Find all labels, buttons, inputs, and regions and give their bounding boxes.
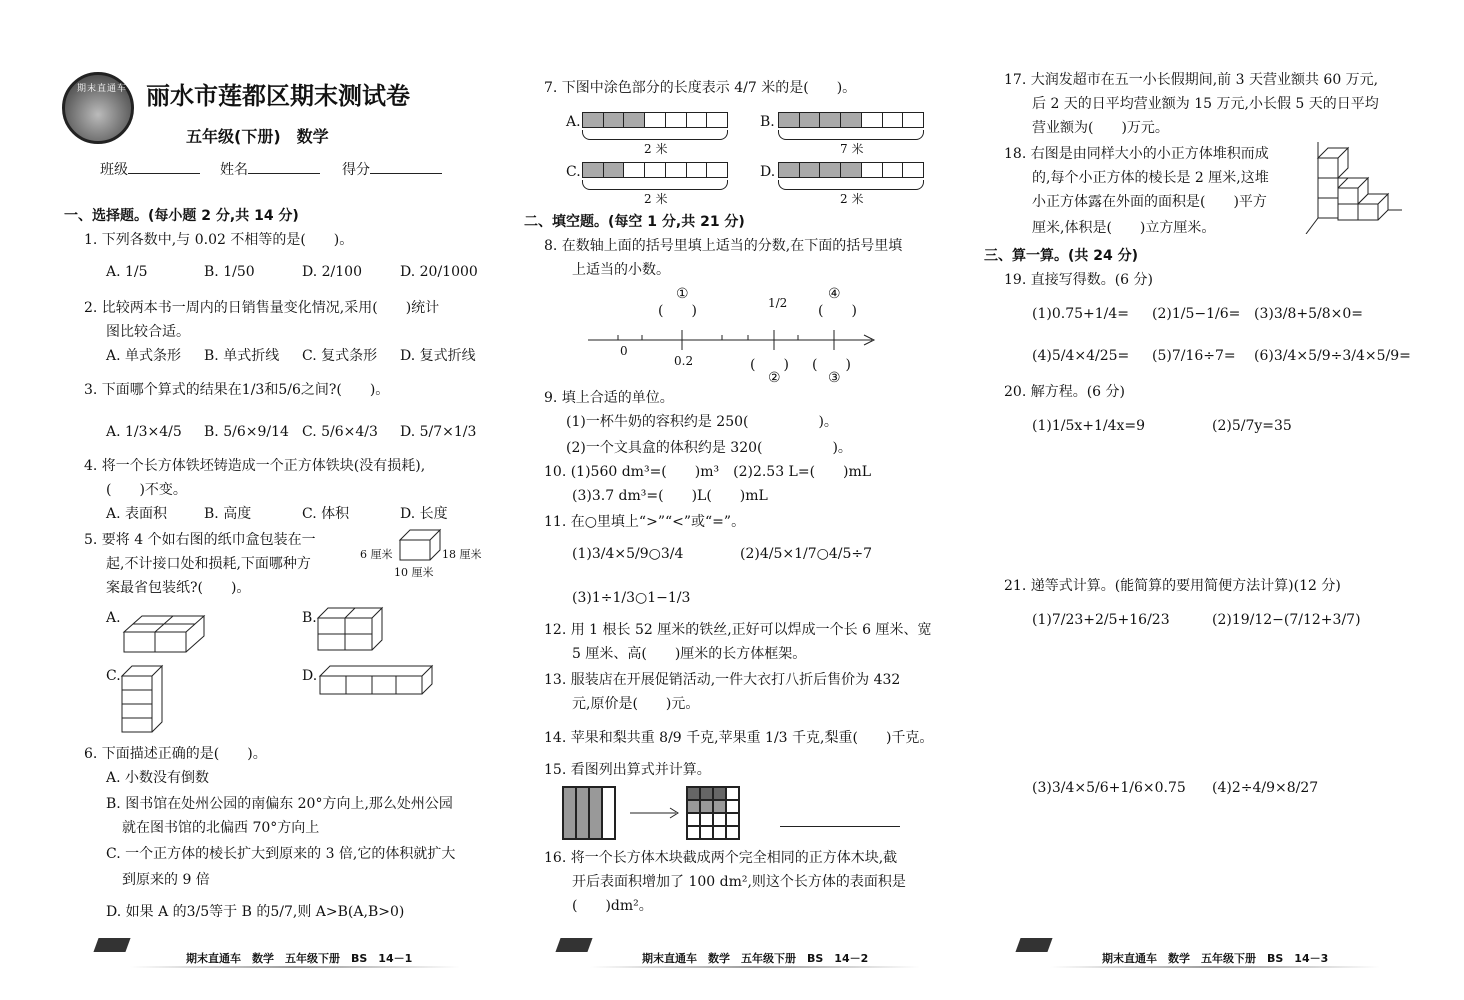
q4-line1: 4. 将一个长方体铁坯铸造成一个正方体铁块(没有损耗),: [84, 458, 426, 474]
q1-opt-b: B. 1/50: [204, 264, 255, 280]
q3-opt-c: C. 5/6×4/3: [302, 424, 378, 440]
q1: 1. 下列各数中,与 0.02 不相等的是( )。: [84, 232, 354, 248]
q11: 11. 在○里填上“>”“<”或“=”。: [544, 514, 746, 530]
q11-1: (1)3/4×5/9○3/4: [572, 546, 684, 562]
logo-text: 期末直通车: [77, 84, 128, 94]
q7-label-c: 2 米: [644, 192, 668, 206]
q8-mark-2: ②: [768, 370, 781, 386]
q8-bracket-1[interactable]: ( ): [658, 303, 697, 319]
option-a-figure: [122, 608, 206, 654]
q13-line1: 13. 服装店在开展促销活动,一件大衣打八折后售价为 432: [544, 672, 901, 688]
score-field[interactable]: [342, 158, 442, 182]
q5-opt-a: A.: [106, 610, 121, 626]
q7-label-b: 7 米: [840, 142, 864, 156]
q8-bracket-2[interactable]: ( ): [750, 357, 789, 373]
q9-2: (2)一个文具盒的体积约是 320( )。: [566, 440, 852, 456]
q9: 9. 填上合适的单位。: [544, 390, 674, 406]
q18-line3: 小正方体露在外面的面积是( )平方: [1032, 194, 1267, 210]
q6-opt-b2: 就在图书馆的北偏西 70°方向上: [122, 820, 320, 836]
q18-cube-stack: [1302, 142, 1402, 234]
q7: 7. 下图中涂色部分的长度表示 4/7 米的是( )。: [544, 80, 857, 96]
q14: 14. 苹果和梨共重 8/9 千克,苹果重 1/3 千克,梨重( )千克。: [544, 730, 934, 746]
q5-line2: 起,不计接口处和损耗,下面哪种方: [106, 556, 311, 572]
q5-line1: 5. 要将 4 个如右图的纸巾盒包装在一: [84, 532, 316, 548]
q7-bar-c: [582, 162, 728, 178]
q8-point-two: 0.2: [674, 354, 694, 368]
q19-5: (5)7/16÷7=: [1152, 348, 1236, 364]
q15-grid-right: [686, 786, 740, 840]
q12-line1: 12. 用 1 根长 52 厘米的铁丝,正好可以焊成一个长 6 厘米、宽: [544, 622, 932, 638]
footer-rule-2: [590, 966, 920, 968]
q6-opt-d: D. 如果 A 的3/5等于 B 的5/7,则 A>B(A,B>0): [106, 904, 405, 920]
q16-line2: 开后表面积增加了 100 dm²,则这个长方体的表面积是: [572, 874, 906, 890]
q5-dim-1: 6 厘米: [360, 548, 393, 561]
section2-heading: 二、填空题。(每空 1 分,共 21 分): [524, 214, 745, 230]
q8-bracket-3[interactable]: ( ): [812, 357, 851, 373]
logo: [62, 72, 134, 144]
q1-opt-c: D. 2/100: [302, 264, 362, 280]
q7-bar-b: [778, 112, 924, 128]
q20-2: (2)5/7y=35: [1212, 418, 1292, 434]
class-label: 班级: [100, 162, 128, 178]
q17-line3: 营业额为( )万元。: [1032, 120, 1169, 136]
q8-half: 1/2: [768, 296, 788, 310]
q2-opt-d: D. 复式折线: [400, 348, 476, 364]
name-field[interactable]: [220, 158, 320, 182]
q5-line3: 案最省包装纸?( )。: [106, 580, 251, 596]
q11-3: (3)1÷1/3○1−1/3: [572, 590, 691, 606]
graduation-cap-icon: [555, 938, 592, 952]
q7-brace-a: [582, 130, 728, 140]
q15-grid-left: [562, 786, 616, 840]
q21: 21. 递等式计算。(能简算的要用简便方法计算)(12 分): [1004, 578, 1341, 594]
q20-1: (1)1/5x+1/4x=9: [1032, 418, 1146, 434]
option-d-figure: [318, 664, 434, 696]
q19-1: (1)0.75+1/4=: [1032, 306, 1129, 322]
q5-dim-3: 10 厘米: [394, 566, 434, 579]
q5-opt-b: B.: [302, 610, 317, 626]
q5-dim-2: 18 厘米: [442, 548, 482, 561]
q19-4: (4)5/4×4/25=: [1032, 348, 1130, 364]
q4-opt-d: D. 长度: [400, 506, 448, 522]
graduation-cap-icon: [93, 938, 130, 952]
q19-2: (2)1/5−1/6=: [1152, 306, 1241, 322]
q7-opt-a: A.: [566, 114, 581, 130]
footer-page-3: 期末直通车 数学 五年级下册 BS 14－3: [1102, 952, 1329, 965]
q7-bar-d: [778, 162, 924, 178]
q4-opt-a: A. 表面积: [106, 506, 168, 522]
tissue-box-figure: [398, 528, 442, 562]
q7-label-d: 2 米: [840, 192, 864, 206]
q7-brace-c: [582, 180, 728, 190]
q2-opt-c: C. 复式条形: [302, 348, 378, 364]
q9-1: (1)一杯牛奶的容积约是 250( )。: [566, 414, 838, 430]
q15: 15. 看图列出算式并计算。: [544, 762, 711, 778]
q21-4: (4)2÷4/9×8/27: [1212, 780, 1319, 796]
footer-rule-3: [1050, 966, 1380, 968]
page-subtitle: 五年级(下册) 数学: [186, 127, 329, 146]
section3-heading: 三、算一算。(共 24 分): [984, 248, 1139, 264]
q12-line2: 5 厘米、高( )厘米的长方体框架。: [572, 646, 807, 662]
q7-brace-d: [778, 180, 924, 190]
q7-opt-c: C.: [566, 164, 581, 180]
q6-opt-b1: B. 图书馆在处州公园的南偏东 20°方向上,那么处州公园: [106, 796, 453, 812]
q3-opt-d: D. 5/7×1/3: [400, 424, 477, 440]
q17-line2: 后 2 天的日平均营业额为 15 万元,小长假 5 天的日平均: [1032, 96, 1379, 112]
section1-heading: 一、选择题。(每小题 2 分,共 14 分): [64, 208, 299, 224]
q8-mark-1: ①: [676, 286, 689, 302]
q8-line2: 上适当的小数。: [572, 262, 670, 278]
q8-mark-3: ③: [828, 370, 841, 386]
q5-opt-c: C.: [106, 668, 121, 684]
q18-line2: 的,每个小正方体的棱长是 2 厘米,这堆: [1032, 170, 1269, 186]
q7-bar-a: [582, 112, 728, 128]
q8-mark-4: ④: [828, 286, 841, 302]
option-b-figure: [316, 604, 384, 652]
q8-zero: 0: [620, 344, 628, 358]
q21-3: (3)3/4×5/6+1/6×0.75: [1032, 780, 1186, 796]
footer-page-1: 期末直通车 数学 五年级下册 BS 14－1: [186, 952, 413, 965]
q4-opt-c: C. 体积: [302, 506, 350, 522]
q20: 20. 解方程。(6 分): [1004, 384, 1125, 400]
q16-line1: 16. 将一个长方体木块截成两个完全相同的正方体木块,截: [544, 850, 898, 866]
q7-opt-b: B.: [760, 114, 775, 130]
q21-2: (2)19/12−(7/12+3/7): [1212, 612, 1361, 628]
class-field[interactable]: [100, 158, 200, 182]
q6-opt-c1: C. 一个正方体的棱长扩大到原来的 3 倍,它的体积就扩大: [106, 846, 456, 862]
q4-opt-b: B. 高度: [204, 506, 252, 522]
q6-opt-a: A. 小数没有倒数: [106, 770, 210, 786]
q3: 3. 下面哪个算式的结果在1/3和5/6之间?( )。: [84, 382, 390, 398]
q6: 6. 下面描述正确的是( )。: [84, 746, 267, 762]
footer-rule-1: [130, 966, 460, 968]
q8-bracket-4[interactable]: ( ): [818, 303, 857, 319]
q2-line2: 图比较合适。: [106, 324, 190, 340]
q7-brace-b: [778, 130, 924, 140]
q3-opt-b: B. 5/6×9/14: [204, 424, 289, 440]
q19-3: (3)3/8+5/8×0=: [1254, 306, 1363, 322]
q2-opt-b: B. 单式折线: [204, 348, 280, 364]
q16-line3: ( )dm²。: [572, 898, 653, 914]
q3-opt-a: A. 1/3×4/5: [106, 424, 182, 440]
q15-answer-line[interactable]: [780, 826, 900, 827]
q8-line1: 8. 在数轴上面的括号里填上适当的分数,在下面的括号里填: [544, 238, 903, 254]
q10-line1: 10. (1)560 dm³=( )m³ (2)2.53 L=( )mL: [544, 464, 872, 480]
q15-arrow: [630, 806, 680, 820]
q2-line1: 2. 比较两本书一周内的日销售量变化情况,采用( )统计: [84, 300, 440, 316]
q19-6: (6)3/4×5/9÷3/4×5/9=: [1254, 348, 1411, 364]
q19: 19. 直接写得数。(6 分): [1004, 272, 1153, 288]
q11-2: (2)4/5×1/7○4/5÷7: [740, 546, 873, 562]
q18-line1: 18. 右图是由同样大小的小正方体堆积而成: [1004, 146, 1269, 162]
q4-line2: ( )不变。: [106, 482, 187, 498]
q10-line2: (3)3.7 dm³=( )L( )mL: [572, 488, 768, 504]
score-label: 得分: [342, 162, 370, 178]
q5-opt-d: D.: [302, 668, 318, 684]
name-label: 姓名: [220, 162, 248, 178]
q18-line4: 厘米,体积是( )立方厘米。: [1032, 220, 1216, 236]
option-c-figure: [120, 664, 164, 734]
graduation-cap-icon: [1015, 938, 1052, 952]
q13-line2: 元,原价是( )元。: [572, 696, 700, 712]
q21-1: (1)7/23+2/5+16/23: [1032, 612, 1170, 628]
q6-opt-c2: 到原来的 9 倍: [122, 872, 210, 888]
q7-opt-d: D.: [760, 164, 776, 180]
page-title: 丽水市莲都区期末测试卷: [146, 82, 410, 110]
q1-opt-d: D. 20/1000: [400, 264, 478, 280]
footer-page-2: 期末直通车 数学 五年级下册 BS 14－2: [642, 952, 869, 965]
q2-opt-a: A. 单式条形: [106, 348, 182, 364]
q17-line1: 17. 大润发超市在五一小长假期间,前 3 天营业额共 60 万元,: [1004, 72, 1379, 88]
q7-label-a: 2 米: [644, 142, 668, 156]
q1-opt-a: A. 1/5: [106, 264, 148, 280]
